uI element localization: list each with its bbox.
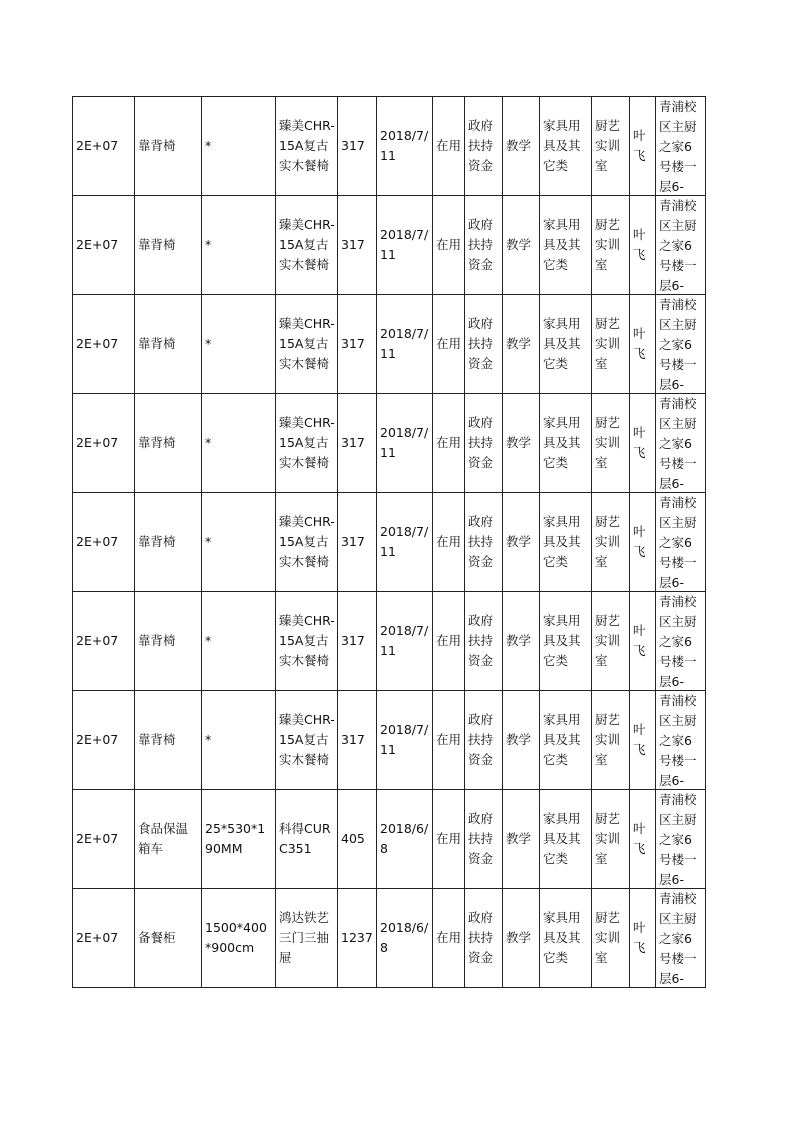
cell-code: 2E+07 [73,394,135,493]
cell-keeper: 叶飞 [630,493,656,592]
cell-name: 靠背椅 [135,493,202,592]
cell-fund: 政府扶持资金 [465,97,503,196]
cell-location [656,97,706,196]
cell-keeper: 叶飞 [630,889,656,988]
cell-use: 教学 [503,493,540,592]
cell-room: 厨艺实训室 [592,493,630,592]
cell-location [656,295,706,394]
cell-fund: 政府扶持资金 [465,295,503,394]
cell-location-text: 青浦校区主厨之家6号楼一层6- [659,792,697,887]
cell-code: 2E+07 [73,295,135,394]
cell-location-text: 青浦校区主厨之家6号楼一层6- [659,594,697,689]
cell-model: 臻美CHR-15A复古实木餐椅 [276,97,338,196]
cell-price: 317 [338,196,377,295]
table-row [73,592,706,691]
asset-table [72,96,706,988]
cell-category: 家具用具及其它类 [540,493,592,592]
cell-location-text: 青浦校区主厨之家6号楼一层6- [659,297,697,392]
cell-code: 2E+07 [73,790,135,889]
cell-date: 2018/7/11 [377,394,433,493]
cell-location [656,790,706,889]
cell-use: 教学 [503,196,540,295]
cell-category: 家具用具及其它类 [540,97,592,196]
cell-fund: 政府扶持资金 [465,889,503,988]
cell-location [656,493,706,592]
cell-price: 317 [338,592,377,691]
cell-code: 2E+07 [73,196,135,295]
cell-use: 教学 [503,394,540,493]
cell-spec: * [202,394,276,493]
cell-status: 在用 [433,295,465,394]
cell-use: 教学 [503,691,540,790]
cell-spec: * [202,97,276,196]
cell-spec: * [202,592,276,691]
cell-use: 教学 [503,889,540,988]
cell-room: 厨艺实训室 [592,592,630,691]
cell-model: 臻美CHR-15A复古实木餐椅 [276,592,338,691]
cell-category: 家具用具及其它类 [540,196,592,295]
cell-room: 厨艺实训室 [592,196,630,295]
cell-name: 靠背椅 [135,691,202,790]
cell-location-text: 青浦校区主厨之家6号楼一层6- [659,891,697,986]
table-row [73,394,706,493]
cell-model: 臻美CHR-15A复古实木餐椅 [276,691,338,790]
cell-name: 靠背椅 [135,196,202,295]
cell-date: 2018/7/11 [377,592,433,691]
cell-keeper: 叶飞 [630,394,656,493]
cell-room: 厨艺实训室 [592,691,630,790]
table-row [73,790,706,889]
table-row [73,295,706,394]
cell-location [656,394,706,493]
cell-price: 1237 [338,889,377,988]
cell-name: 靠背椅 [135,295,202,394]
cell-name: 靠背椅 [135,592,202,691]
cell-fund: 政府扶持资金 [465,196,503,295]
cell-fund: 政府扶持资金 [465,691,503,790]
cell-keeper: 叶飞 [630,97,656,196]
cell-location-text: 青浦校区主厨之家6号楼一层6- [659,198,697,293]
cell-model: 鸿达铁艺三门三抽屉 [276,889,338,988]
cell-model: 臻美CHR-15A复古实木餐椅 [276,493,338,592]
cell-status: 在用 [433,493,465,592]
cell-date: 2018/7/11 [377,691,433,790]
cell-code: 2E+07 [73,592,135,691]
cell-location [656,889,706,988]
cell-use: 教学 [503,97,540,196]
table-row [73,889,706,988]
cell-fund: 政府扶持资金 [465,394,503,493]
cell-room: 厨艺实训室 [592,790,630,889]
cell-location-text: 青浦校区主厨之家6号楼一层6- [659,693,697,788]
cell-model: 科得CURC351 [276,790,338,889]
cell-spec: * [202,295,276,394]
cell-spec: 1500*400*900cm [202,889,276,988]
cell-location-text: 青浦校区主厨之家6号楼一层6- [659,99,697,194]
cell-location [656,592,706,691]
cell-keeper: 叶飞 [630,691,656,790]
cell-model: 臻美CHR-15A复古实木餐椅 [276,394,338,493]
cell-category: 家具用具及其它类 [540,295,592,394]
cell-price: 317 [338,493,377,592]
cell-name: 食品保温箱车 [135,790,202,889]
cell-use: 教学 [503,295,540,394]
cell-spec: * [202,196,276,295]
cell-category: 家具用具及其它类 [540,592,592,691]
cell-room: 厨艺实训室 [592,97,630,196]
asset-register-sheet [72,96,706,988]
cell-fund: 政府扶持资金 [465,790,503,889]
cell-room: 厨艺实训室 [592,889,630,988]
table-body [73,97,706,988]
cell-name: 靠背椅 [135,394,202,493]
cell-status: 在用 [433,691,465,790]
table-row [73,196,706,295]
cell-spec: 25*530*190MM [202,790,276,889]
cell-room: 厨艺实训室 [592,295,630,394]
cell-status: 在用 [433,889,465,988]
cell-keeper: 叶飞 [630,592,656,691]
cell-status: 在用 [433,592,465,691]
cell-price: 405 [338,790,377,889]
cell-date: 2018/7/11 [377,493,433,592]
cell-location-text: 青浦校区主厨之家6号楼一层6- [659,396,697,491]
cell-model: 臻美CHR-15A复古实木餐椅 [276,295,338,394]
cell-status: 在用 [433,97,465,196]
cell-date: 2018/7/11 [377,295,433,394]
cell-status: 在用 [433,790,465,889]
cell-status: 在用 [433,394,465,493]
cell-use: 教学 [503,592,540,691]
cell-model: 臻美CHR-15A复古实木餐椅 [276,196,338,295]
cell-code: 2E+07 [73,691,135,790]
cell-keeper: 叶飞 [630,790,656,889]
cell-name: 备餐柜 [135,889,202,988]
table-row [73,493,706,592]
cell-fund: 政府扶持资金 [465,493,503,592]
cell-use: 教学 [503,790,540,889]
cell-category: 家具用具及其它类 [540,691,592,790]
cell-location [656,196,706,295]
cell-category: 家具用具及其它类 [540,394,592,493]
cell-room: 厨艺实训室 [592,394,630,493]
cell-fund: 政府扶持资金 [465,592,503,691]
cell-location-text: 青浦校区主厨之家6号楼一层6- [659,495,697,590]
cell-code: 2E+07 [73,493,135,592]
cell-name: 靠背椅 [135,97,202,196]
cell-price: 317 [338,394,377,493]
cell-price: 317 [338,691,377,790]
cell-spec: * [202,493,276,592]
cell-date: 2018/6/8 [377,889,433,988]
cell-category: 家具用具及其它类 [540,889,592,988]
cell-price: 317 [338,295,377,394]
cell-location [656,691,706,790]
table-row [73,97,706,196]
cell-keeper: 叶飞 [630,196,656,295]
cell-date: 2018/7/11 [377,97,433,196]
cell-code: 2E+07 [73,97,135,196]
cell-status: 在用 [433,196,465,295]
cell-price: 317 [338,97,377,196]
table-row [73,691,706,790]
cell-keeper: 叶飞 [630,295,656,394]
cell-date: 2018/7/11 [377,196,433,295]
cell-spec: * [202,691,276,790]
cell-date: 2018/6/8 [377,790,433,889]
cell-code: 2E+07 [73,889,135,988]
cell-category: 家具用具及其它类 [540,790,592,889]
